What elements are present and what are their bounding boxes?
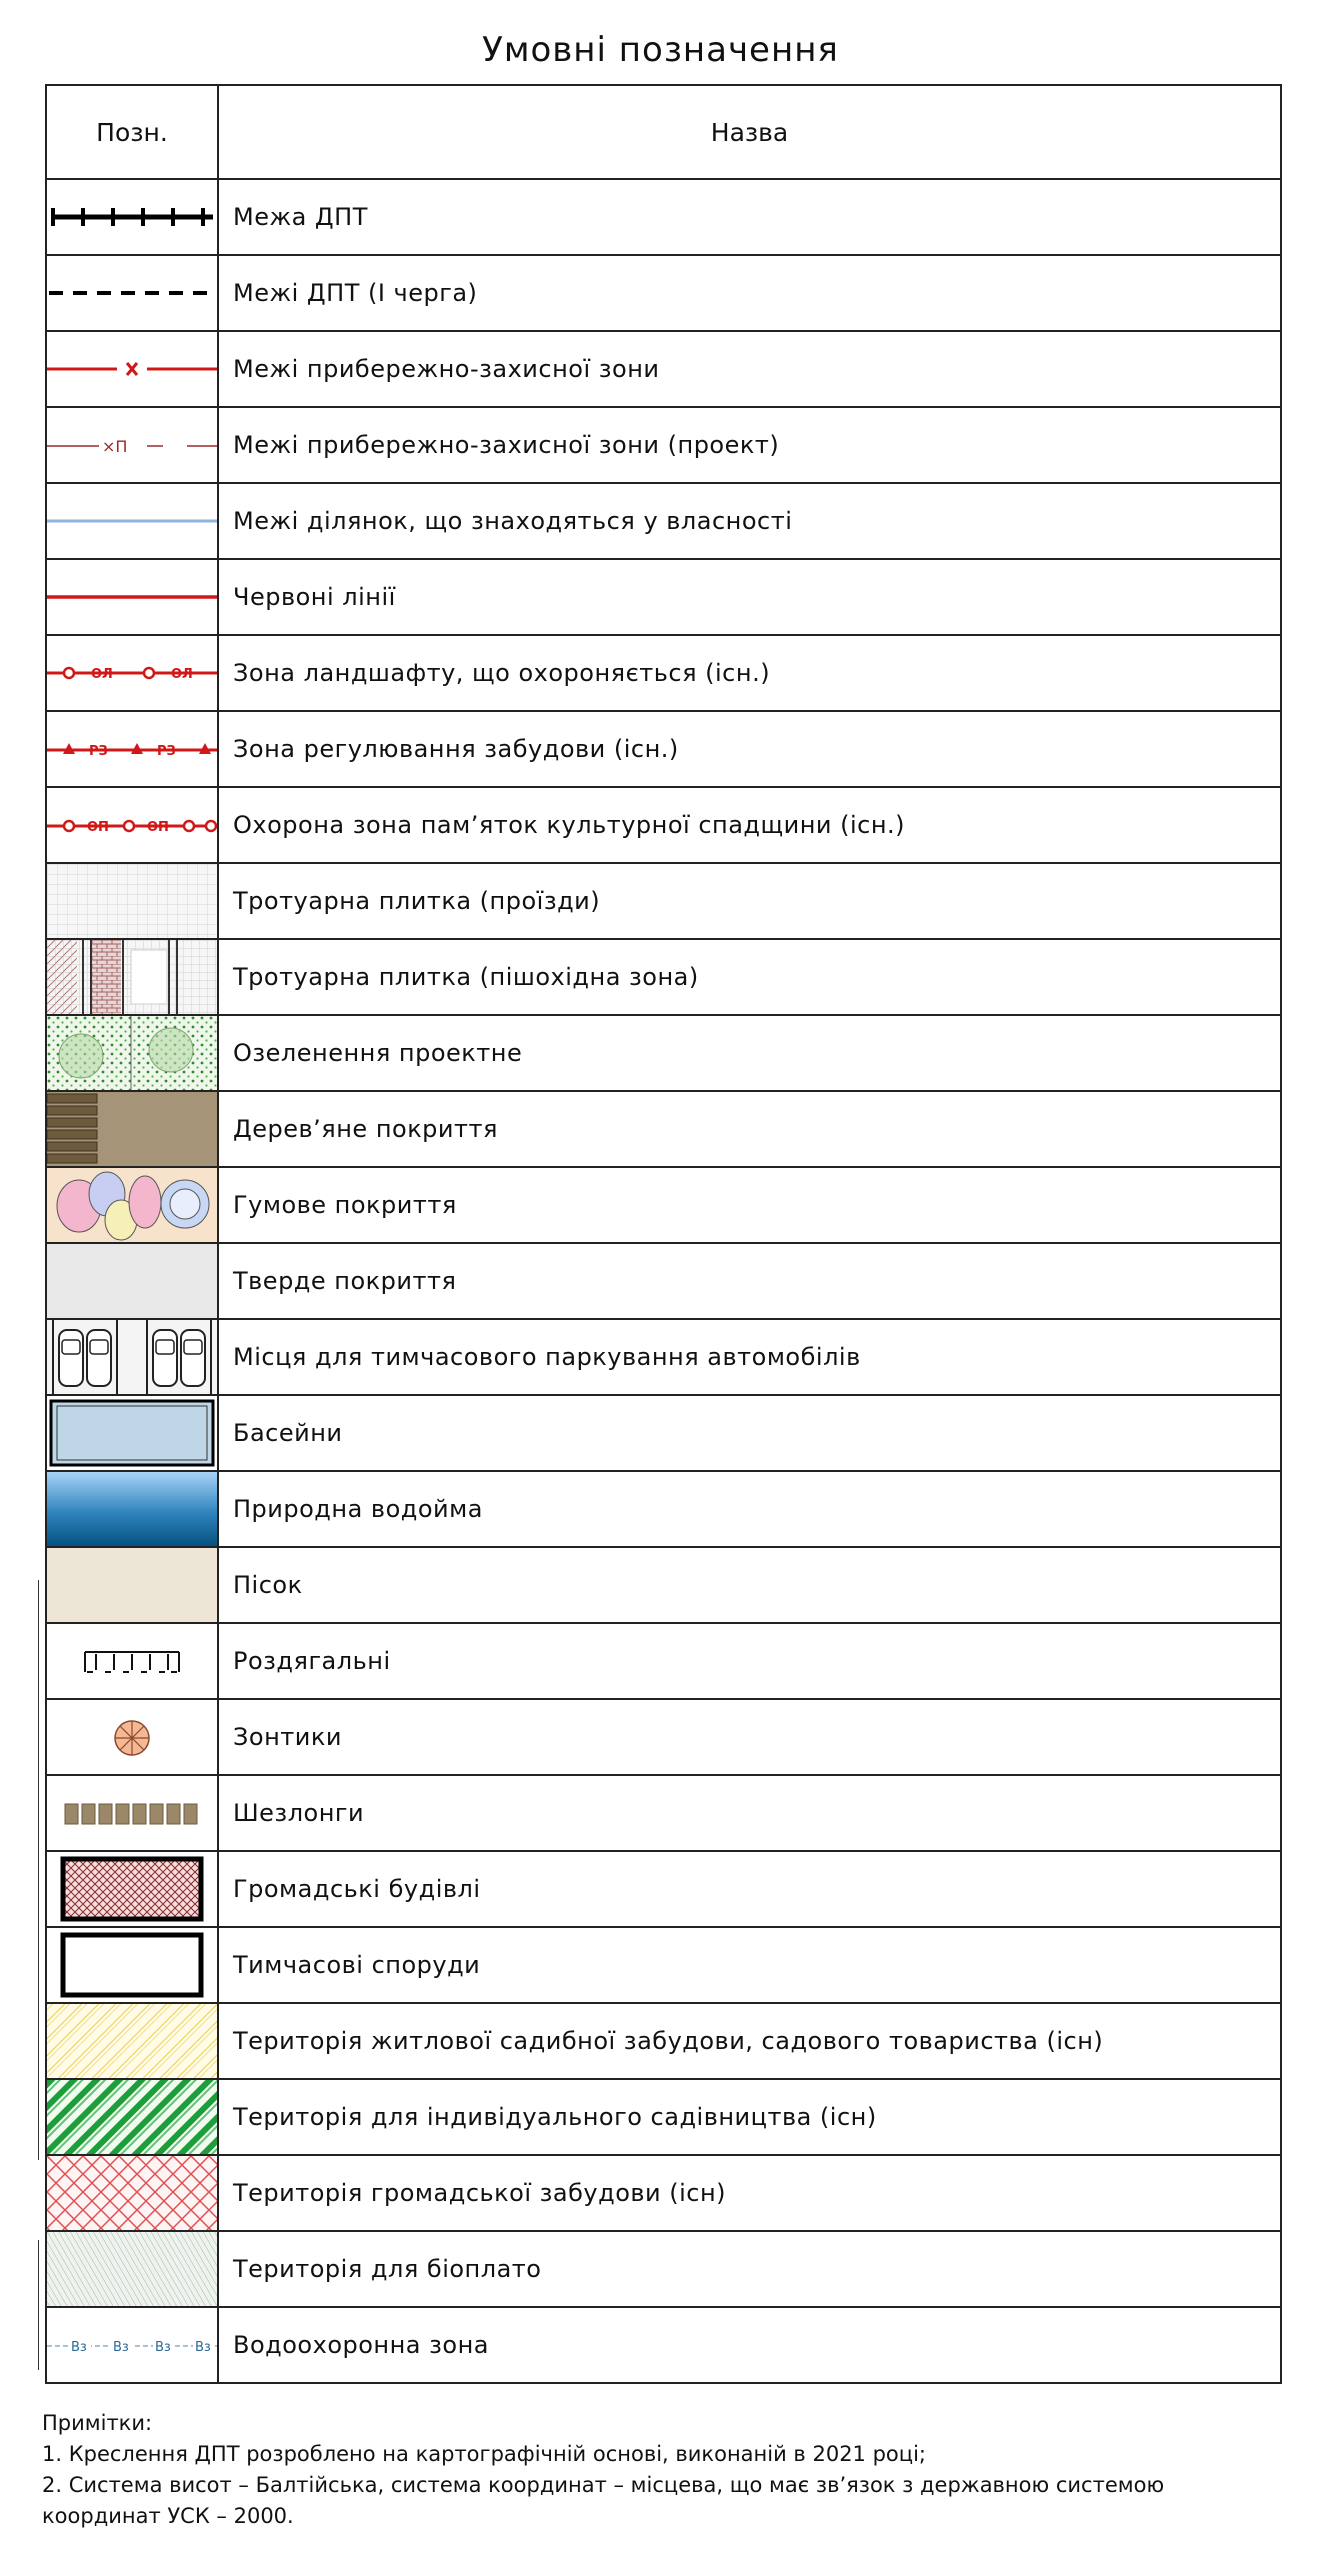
legend-label: Природна водойма	[218, 1471, 1281, 1547]
legend-label: Місця для тимчасового паркування автомобілів	[218, 1319, 1281, 1395]
legend-label: Межі прибережно-захисної зони	[218, 331, 1281, 407]
legend-label: Територія для індивідуального садівництва (існ)	[218, 2079, 1281, 2155]
legend-title: Умовні позначення	[482, 30, 839, 70]
regulation-mark: РЗ	[157, 744, 176, 759]
legend-header-row	[46, 85, 1281, 179]
changing-rooms-symbol	[46, 1623, 218, 1699]
legend-row	[46, 939, 1281, 1015]
legend-row	[46, 1851, 1281, 1927]
legend-label: Межі прибережно-захисної зони (проект)	[218, 407, 1281, 483]
temporary-structures-symbol	[46, 1927, 218, 2003]
hard-surface-symbol	[46, 1243, 218, 1319]
pool-symbol	[46, 1395, 218, 1471]
gardening-territory-hatch	[46, 2079, 218, 2155]
legend-row	[46, 1471, 1281, 1547]
legend-label: Водоохоронна зона	[218, 2307, 1281, 2383]
legend-label: Зонтики	[218, 1699, 1281, 1775]
legend-label: Зона ландшафту, що охороняється (існ.)	[218, 635, 1281, 711]
legend-label: Дерев’яне покриття	[218, 1091, 1281, 1167]
legend-label: Територія громадської забудови (існ)	[218, 2155, 1281, 2231]
landscape-mark: ОЛ	[91, 667, 113, 682]
heritage-protection-zone-symbol	[46, 787, 218, 863]
water-zone-mark: Вз	[195, 2340, 211, 2355]
paving-driveways-symbol	[46, 863, 218, 939]
legend-label: Межі ділянок, що знаходяться у власності	[218, 483, 1281, 559]
legend-label: Тимчасові споруди	[218, 1927, 1281, 2003]
legend-row	[46, 179, 1281, 255]
paving-pedestrian-symbol	[46, 939, 218, 1015]
legend-row	[46, 1623, 1281, 1699]
legend-label: Межа ДПТ	[218, 179, 1281, 255]
legend-row	[46, 2231, 1281, 2307]
legend-row	[46, 787, 1281, 863]
name-column-header: Назва	[218, 85, 1281, 179]
legend-row	[46, 1319, 1281, 1395]
legend-row	[46, 407, 1281, 483]
legend-row	[46, 1395, 1281, 1471]
legend-row	[46, 331, 1281, 407]
legend-label: Тротуарна плитка (проїзди)	[218, 863, 1281, 939]
regulation-mark: РЗ	[89, 744, 108, 759]
notes	[42, 2408, 1287, 2532]
public-buildings-symbol	[46, 1851, 218, 1927]
legend-row	[46, 1699, 1281, 1775]
legend-label: Охорона зона пам’яток культурної спадщини (існ.)	[218, 787, 1281, 863]
legend-row	[46, 559, 1281, 635]
property-plot-boundary-symbol	[46, 483, 218, 559]
water-protection-zone-symbol	[46, 2307, 218, 2383]
margin-line	[38, 1580, 39, 2160]
coastal-project-mark: ×П	[102, 437, 128, 456]
water-zone-mark: Вз	[155, 2340, 171, 2355]
residential-territory-hatch	[46, 2003, 218, 2079]
building-regulation-zone-symbol	[46, 711, 218, 787]
legend-row	[46, 1167, 1281, 1243]
parking-symbol	[46, 1319, 218, 1395]
legend-label: Роздягальні	[218, 1623, 1281, 1699]
bioplato-territory-hatch	[46, 2231, 218, 2307]
legend-row	[46, 711, 1281, 787]
landscaping-symbol	[46, 1015, 218, 1091]
public-territory-hatch	[46, 2155, 218, 2231]
legend-label: Межі ДПТ (І черга)	[218, 255, 1281, 331]
protected-landscape-zone-symbol	[46, 635, 218, 711]
legend-label: Територія для біоплато	[218, 2231, 1281, 2307]
symbol-column-header: Позн.	[46, 85, 218, 179]
wooden-deck-symbol	[46, 1091, 218, 1167]
dpt-stage-boundary-symbol	[46, 255, 218, 331]
legend-label: Територія житлової садибної забудови, садового товариства (існ)	[218, 2003, 1281, 2079]
legend-label: Пісок	[218, 1547, 1281, 1623]
landscape-mark: ОЛ	[171, 667, 193, 682]
sand-symbol	[46, 1547, 218, 1623]
legend-label: Басейни	[218, 1395, 1281, 1471]
coastal-zone-boundary-symbol	[46, 331, 218, 407]
legend-label: Шезлонги	[218, 1775, 1281, 1851]
legend-label: Червоні лінії	[218, 559, 1281, 635]
natural-water-symbol	[46, 1471, 218, 1547]
legend-row	[46, 483, 1281, 559]
legend-row	[46, 1015, 1281, 1091]
legend-row	[46, 2307, 1281, 2383]
water-zone-mark: Вз	[71, 2340, 87, 2355]
legend-row	[46, 1243, 1281, 1319]
legend-row	[46, 1547, 1281, 1623]
legend-row	[46, 2155, 1281, 2231]
note-item: 1. Креслення ДПТ розроблено на картографічній основі, виконаній в 2021 році;	[42, 2442, 926, 2466]
heritage-mark: ОП	[87, 820, 109, 835]
legend-row	[46, 863, 1281, 939]
water-zone-mark: Вз	[113, 2340, 129, 2355]
coastal-zone-project-boundary-symbol	[46, 407, 218, 483]
sunbeds-symbol	[46, 1775, 218, 1851]
dpt-boundary-symbol	[46, 179, 218, 255]
legend-label: Тверде покриття	[218, 1243, 1281, 1319]
umbrella-icon	[46, 1699, 218, 1775]
heritage-mark: ОП	[147, 820, 169, 835]
legend-table	[45, 84, 1282, 2384]
legend-row	[46, 2079, 1281, 2155]
note-item: 2. Система висот – Балтійська, система координат – місцева, що має зв’язок з державною системою координат УСК – 2000.	[42, 2473, 1165, 2528]
legend-row	[46, 1091, 1281, 1167]
legend-label: Тротуарна плитка (пішохідна зона)	[218, 939, 1281, 1015]
rubber-surface-symbol	[46, 1167, 218, 1243]
margin-line	[38, 2240, 39, 2370]
legend-label: Озеленення проектне	[218, 1015, 1281, 1091]
notes-heading: Примітки:	[42, 2411, 153, 2435]
legend-row	[46, 1775, 1281, 1851]
legend-row	[46, 1927, 1281, 2003]
legend-row	[46, 255, 1281, 331]
legend-row	[46, 635, 1281, 711]
red-lines-symbol	[46, 559, 218, 635]
legend-row	[46, 2003, 1281, 2079]
legend-label: Гумове покриття	[218, 1167, 1281, 1243]
legend-label: Зона регулювання забудови (існ.)	[218, 711, 1281, 787]
legend-label: Громадські будівлі	[218, 1851, 1281, 1927]
